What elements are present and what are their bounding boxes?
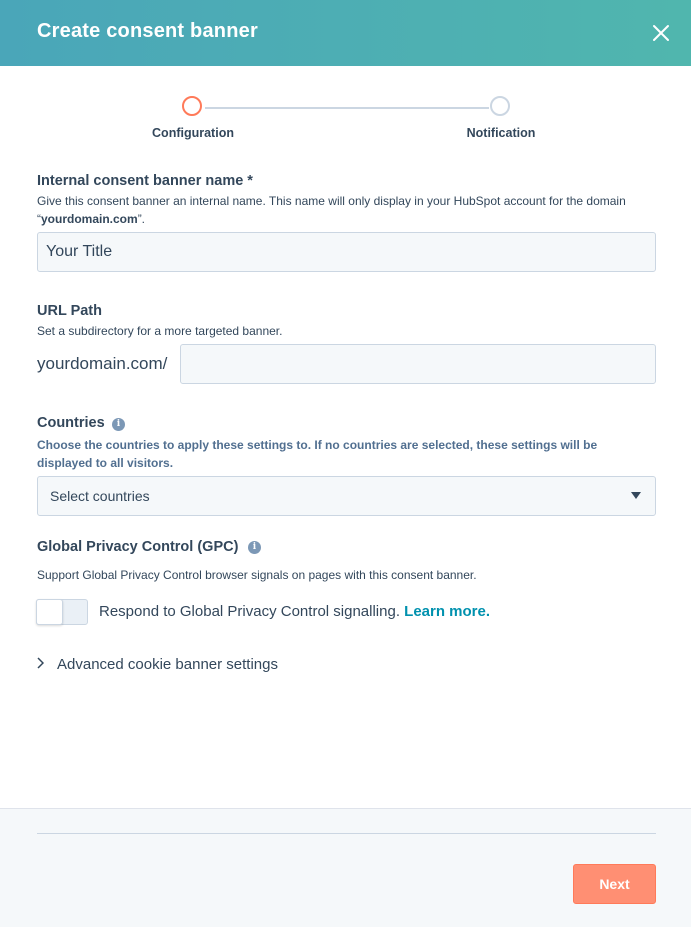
step-configuration-dot <box>182 96 202 116</box>
modal-footer <box>0 808 691 927</box>
url-field-title: URL Path <box>37 303 102 319</box>
url-field-help: Set a subdirectory for a more targeted banner. <box>37 324 283 338</box>
name-help-text: Give this consent banner an internal name. This name will only display in your HubSpot account for the domain “ <box>37 194 626 226</box>
advanced-settings-label: Advanced cookie banner settings <box>57 656 278 673</box>
countries-select[interactable] <box>37 476 656 516</box>
url-prefix: yourdomain.com/ <box>37 354 168 373</box>
gpc-toggle-text: Respond to Global Privacy Control signalling. <box>99 603 400 620</box>
gpc-toggle-label <box>99 603 490 620</box>
caret-down-icon <box>631 492 641 499</box>
name-help-domain: yourdomain.com <box>41 212 138 226</box>
modal-header <box>0 0 691 66</box>
toggle-knob <box>36 599 63 625</box>
gpc-help: Support Global Privacy Control browser signals on pages with this consent banner. <box>37 568 477 582</box>
close-icon[interactable] <box>648 20 674 46</box>
step-configuration-label: Configuration <box>152 126 234 140</box>
countries-help: Choose the countries to apply these settings to. If no countries are selected, these settings will be displayed to all visitors. <box>37 438 598 470</box>
banner-name-value: Your Title <box>46 243 113 260</box>
chevron-right-icon <box>36 657 44 672</box>
modal-title: Create consent banner <box>37 20 258 42</box>
step-notification-label: Notification <box>466 126 536 140</box>
countries-title: Countries <box>37 415 105 431</box>
url-path-input[interactable] <box>180 344 656 384</box>
name-help-end: ”. <box>137 212 146 226</box>
info-icon[interactable]: i <box>112 418 125 431</box>
learn-more-link[interactable]: Learn more. <box>404 603 491 620</box>
info-icon[interactable]: i <box>248 541 261 554</box>
next-button[interactable]: Next <box>573 864 656 904</box>
gpc-toggle[interactable] <box>36 599 88 625</box>
step-notification-dot <box>490 96 510 116</box>
stepper <box>0 94 691 154</box>
footer-divider <box>37 833 656 834</box>
stepper-line <box>205 107 489 109</box>
banner-name-input[interactable] <box>37 232 656 272</box>
name-field-title: Internal consent banner name * <box>37 173 253 189</box>
gpc-title: Global Privacy Control (GPC) <box>37 539 239 555</box>
name-field-help <box>37 192 637 228</box>
countries-select-value: Select countries <box>50 488 150 504</box>
